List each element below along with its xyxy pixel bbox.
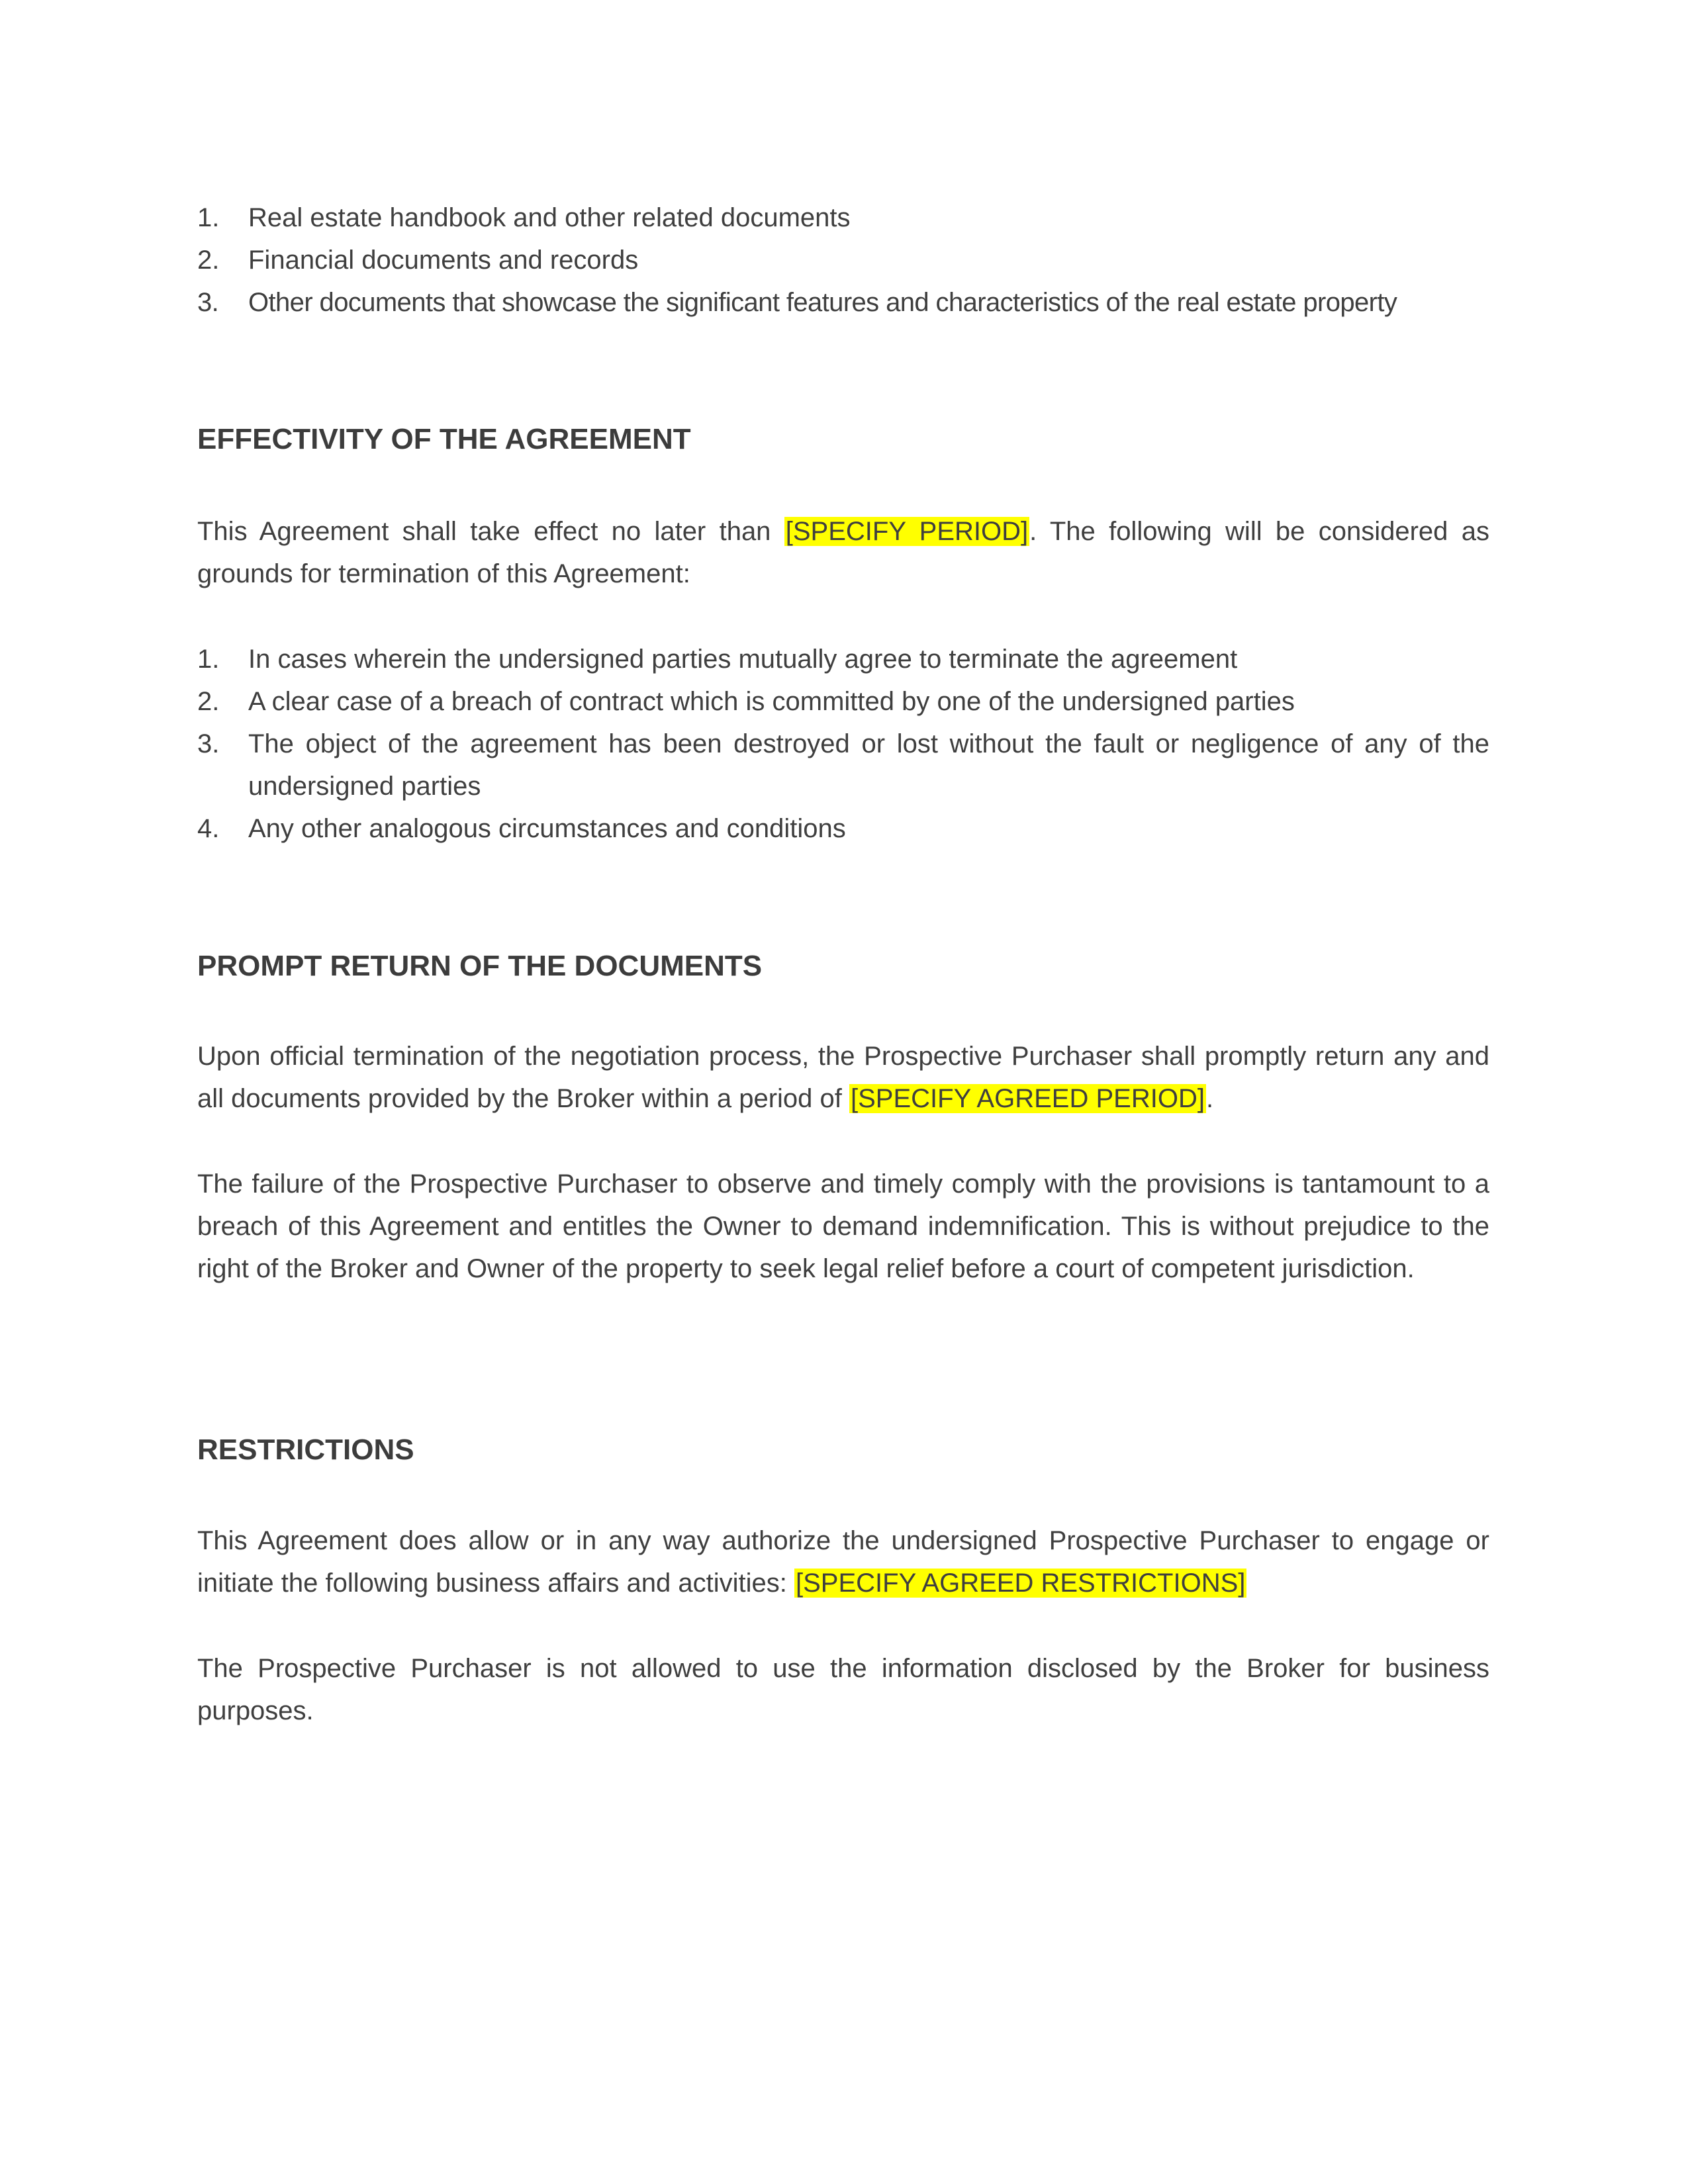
list-item-number: 3. [197, 288, 219, 317]
list-item [197, 807, 1489, 850]
list-item-text: Any other analogous circumstances and conditions [248, 814, 846, 843]
list-item-text: A clear case of a breach of contract which is committed by one of the undersigned parties [248, 687, 1295, 716]
placeholder-specify-period: [SPECIFY PERIOD] [785, 517, 1029, 546]
termination-grounds-list [197, 638, 1489, 850]
paragraph-text: . [1205, 1084, 1214, 1113]
list-item-number: 1. [197, 203, 220, 232]
section-heading-prompt-return: PROMPT RETURN OF THE DOCUMENTS [197, 950, 763, 982]
document-page [197, 0, 1489, 2184]
list-item [197, 723, 1489, 807]
section-heading-effectivity: EFFECTIVITY OF THE AGREEMENT [197, 423, 691, 455]
effectivity-paragraph [197, 510, 1489, 595]
placeholder-specify-agreed-restrictions: [SPECIFY AGREED RESTRICTIONS] [795, 1569, 1246, 1598]
section-heading-restrictions: RESTRICTIONS [197, 1433, 414, 1466]
list-item [197, 680, 1489, 723]
list-item-text: Financial documents and records [248, 246, 639, 275]
documents-list [197, 197, 1489, 324]
information-use-paragraph: The Prospective Purchaser is not allowed to use the information disclosed by the Broker for business purposes. [197, 1654, 1489, 1725]
prompt-return-paragraph [197, 1035, 1489, 1120]
list-item-text: The object of the agreement has been destroyed or lost without the fault or negligence of any of the undersigned parties [248, 729, 1489, 801]
list-item [197, 281, 1489, 324]
list-item [197, 239, 1489, 281]
restrictions-paragraph [197, 1520, 1489, 1604]
paragraph-text: . The following will be considered as grounds for termination of this Agreement: [197, 517, 1489, 588]
paragraph-text: Upon official termination of the negotiation process, the Prospective Purchaser shall promptly return any and all documents provided by the Broker within a period of [197, 1042, 1489, 1113]
list-item-text: Real estate handbook and other related documents [248, 203, 851, 232]
placeholder-specify-agreed-period: [SPECIFY AGREED PERIOD] [850, 1084, 1205, 1113]
list-item [197, 197, 1489, 239]
paragraph-text: This Agreement does allow or in any way authorize the undersigned Prospective Purchaser to engage or initiate the following business affairs and activities: [197, 1526, 1489, 1598]
failure-paragraph: The failure of the Prospective Purchaser to observe and timely comply with the provisions is tantamount to a breach of this Agreement and entitles the Owner to demand indemnification. This is without prejudice to the right of the Broker and Owner of the property to seek legal relief before a court of competent jurisdiction. [197, 1169, 1489, 1283]
list-item-number: 2. [197, 687, 220, 716]
list-item-number: 4. [197, 814, 220, 843]
list-item-text: Other documents that showcase the significant features and characteristics of the real estate property [248, 288, 1397, 317]
list-item-number: 2. [197, 246, 220, 275]
list-item-number: 1. [197, 645, 220, 674]
list-item-text: In cases wherein the undersigned parties mutually agree to terminate the agreement [248, 645, 1238, 674]
list-item [197, 638, 1489, 680]
paragraph-text: This Agreement shall take effect no later than [197, 517, 784, 546]
list-item-number: 3. [197, 729, 220, 758]
